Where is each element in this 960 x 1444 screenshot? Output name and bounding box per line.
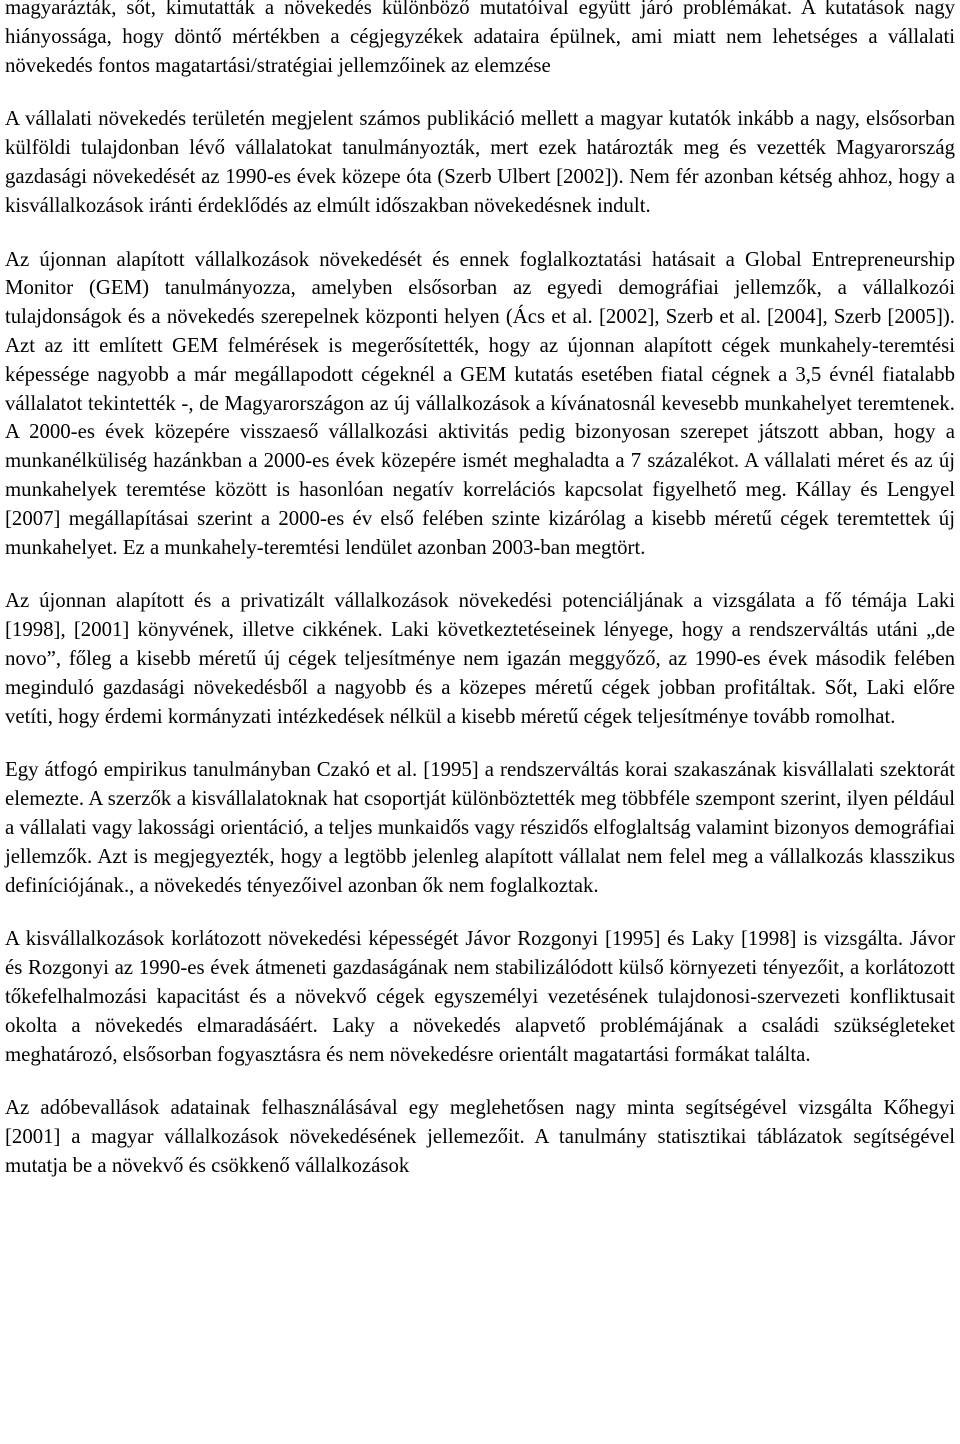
paragraph-5: Egy átfogó empirikus tanulmányban Czakó et al. [1995] a rendszerváltás korai szakaszának kisvállalati szektorát elemezte. A szerzők a kisvállalatoknak hat csoportját különböztették meg többféle szempont szerint, ilyen például a vállalati vagy lakossági orientáció, a teljes munkaidős vagy részidős elfoglaltság valamint bizonyos demográfiai jellemzők. Azt is megjegyezték, hogy a legtöbb jelenleg alapított vállalat nem felel meg a vállalkozás klasszikus definíciójának., a növekedés tényezőivel azonban ők nem foglalkoztak. <box>5 758 955 897</box>
document-page <box>5 0 955 1181</box>
paragraph-7: Az adóbevallások adatainak felhasználásával egy meglehetősen nagy minta segítségével vizsgálta Kőhegyi [2001] a magyar vállalkozások növekedésének jellemezőit. A tanulmány statisztikai táblázatok segítségével mutatja be a növekvő és csökkenő vállalkozások <box>5 1096 955 1177</box>
paragraph-6: A kisvállalkozások korlátozott növekedési képességét Jávor Rozgonyi [1995] és Laky [1998] is vizsgálta. Jávor és Rozgonyi az 1990-es évek átmeneti gazdaságának nem stabilizálódott külső környezeti tényezőit, a korlátozott tőkefelhalmozási kapacitást és a növekvő cégek egyszemélyi vezetésének tulajdonosi-szervezeti konfliktusait okolta a növekedés elmaradásáért. Laky a növekedés alapvető problémájának a családi szükségleteket meghatározó, elsősorban fogyasztásra és nem növekedésre orientált magatartási formákat találta. <box>5 927 955 1066</box>
paragraph-4: Az újonnan alapított és a privatizált vállalkozások növekedési potenciáljának a vizsgálata a fő témája Laki [1998], [2001] könyvének, illetve cikkének. Laki következtetéseinek lényege, hogy a rendszerváltás utáni „de novo”, főleg a kisebb méretű új cégek teljesítménye nem igazán meggyőző, az 1990-es évek második felében meginduló gazdasági növekedésből a nagyobb és a közepes méretű cégek jobban profitáltak. Sőt, Laki előre vetíti, hogy érdemi kormányzati intézkedések nélkül a kisebb méretű cégek teljesítménye tovább romolhat. <box>5 589 955 728</box>
paragraph-1: magyarázták, sőt, kimutatták a növekedés különböző mutatóival együtt járó problémákat. A kutatások nagy hiányossága, hogy döntő mértékben a cégjegyzékek adataira épülnek, ami miatt nem lehetséges a vállalati növekedés fontos magatartási/stratégiai jellemzőinek az elemzése <box>5 0 955 77</box>
paragraph-2: A vállalati növekedés területén megjelent számos publikáció mellett a magyar kutatók inkább a nagy, elsősorban külföldi tulajdonban lévő vállalatokat tanulmányozták, mert ezek határozták meg és vezették Magyarország gazdasági növekedését az 1990-es évek közepe óta (Szerb Ulbert [2002]). Nem fér azonban kétség ahhoz, hogy a kisvállalkozások iránti érdeklődés az elmúlt időszakban növekedésnek indult. <box>5 107 955 217</box>
paragraph-3: Az újonnan alapított vállalkozások növekedését és ennek foglalkoztatási hatásait a Global Entrepreneurship Monitor (GEM) tanulmányozza, amelyben elsősorban az egyedi demográfiai jellemzők, a vállalkozói tulajdonságok és a növekedés szerepelnek központi helyen (Ács et al. [2002], Szerb et al. [2004], Szerb [2005]). Azt az itt említett GEM felmérések is megerősítették, hogy az újonnan alapított cégek munkahely-teremtési képessége nagyobb a már megállapodott cégeknél a GEM kutatás esetében fiatal cégnek a 3,5 évnél fiatalabb vállalatot tekintették -, de Magyarországon az új vállalkozások a kívánatosnál kevesebb munkahelyet teremtenek. A 2000-es évek közepére visszaeső vállalkozási aktivitás pedig bizonyosan szerepet játszott abban, hogy a munkanélküliség hazánkban a 2000-es évek közepére ismét meghaladta a 7 százalékot. A vállalati méret és az új munkahelyek teremtése között is hasonlóan negatív korrelációs kapcsolat figyelhető meg. Kállay és Lengyel [2007] megállapításai szerint a 2000-es év első felében szinte kizárólag a kisebb méretű cégek teremtettek új munkahelyet. Ez a munkahely-teremtési lendület azonban 2003-ban megtört. <box>5 247 955 559</box>
